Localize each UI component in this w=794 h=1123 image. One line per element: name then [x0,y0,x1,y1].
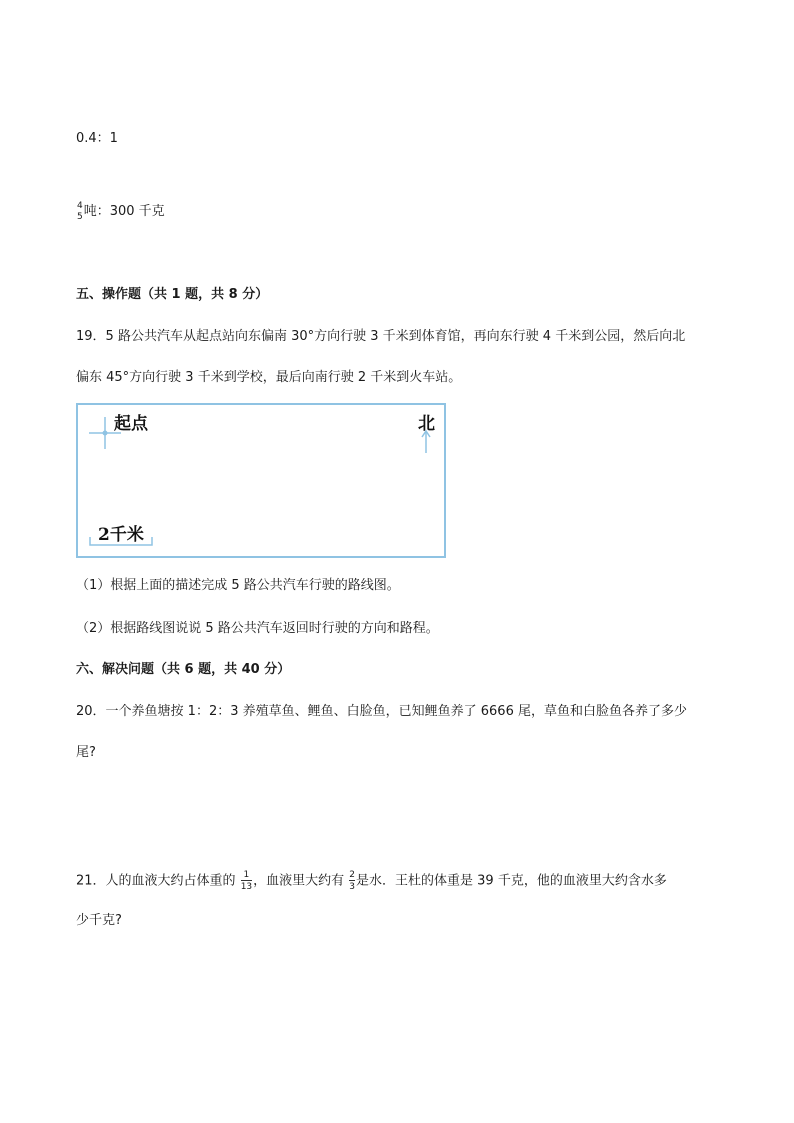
fraction-four-fifths [77,201,83,222]
question-19-line-1: 19．5 路公共汽车从起点站向东偏南 30°方向行驶 3 千米到体育馆，再向东行驶 4 千米到公园，然后向北 [76,329,686,344]
question-19-sub-1: （1）根据上面的描述完成 5 路公共汽车行驶的路线图。 [76,578,400,593]
north-label: 北 [418,414,435,434]
fraction-numerator: 4 [77,201,83,211]
question-21-line-1 [76,870,667,892]
question-21-part-1: 21．人的血液大约占体重的 [76,873,236,889]
fraction-numerator: 2 [349,870,356,880]
section-6-heading: 六、解决问题（共 6 题，共 40 分） [76,662,291,677]
fraction-two-thirds [349,870,355,892]
scale-label: 2千米 [98,525,144,545]
fraction-one-thirteenth [241,870,252,892]
question-21-line-2: 少千克? [76,913,122,928]
fraction-denominator: 5 [77,212,83,222]
question-19-line-2: 偏东 45°方向行驶 3 千米到学校，最后向南行驶 2 千米到火车站。 [76,370,462,385]
answer-ratio-2-text: 吨：300 千克 [83,204,165,219]
question-20-line-2: 尾? [76,745,96,760]
question-21-part-3: 是水．王杜的体重是 39 千克，他的血液里大约含水多 [356,873,667,889]
section-5-heading: 五、操作题（共 1 题，共 8 分） [76,287,269,302]
question-21-part-2: ，血液里大约有 [253,873,345,889]
fraction-denominator: 3 [349,882,356,892]
fraction-denominator: 13 [240,882,253,892]
start-label: 起点 [114,414,148,434]
question-19-sub-2: （2）根据路线图说说 5 路公共汽车返回时行驶的方向和路程。 [76,621,439,636]
answer-ratio-1: 0.4：1 [76,131,118,146]
scale-bar-icon [88,536,158,548]
answer-ratio-2 [76,201,165,222]
question-20-line-1: 20．一个养鱼塘按 1：2：3 养殖草鱼、鲤鱼、白脸鱼，已知鲤鱼养了 6666 尾，草鱼和白脸鱼各养了多少 [76,704,687,719]
north-arrow-icon [420,429,432,455]
route-map-grid [76,403,446,558]
fraction-numerator: 1 [243,870,250,880]
